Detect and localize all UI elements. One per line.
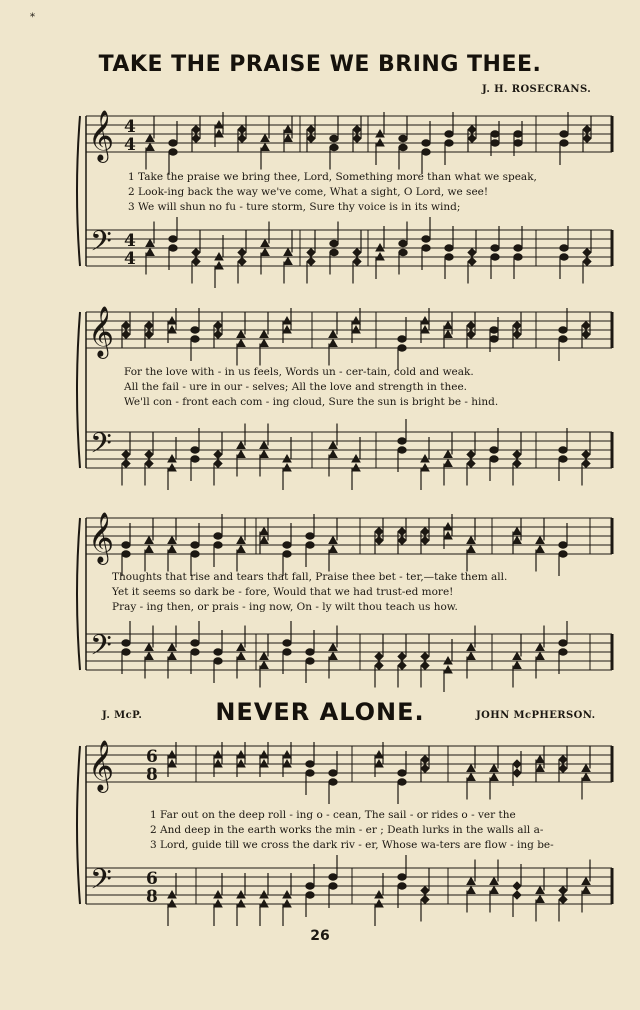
note	[467, 860, 475, 885]
note	[329, 653, 337, 679]
note	[237, 424, 245, 449]
note	[145, 433, 153, 459]
note	[467, 626, 475, 651]
note	[261, 117, 269, 142]
note	[168, 546, 176, 572]
note	[398, 635, 406, 661]
note	[559, 896, 567, 922]
note	[375, 635, 383, 661]
note	[582, 774, 590, 800]
note	[421, 662, 429, 688]
system-brace	[77, 312, 80, 468]
lyric-line: Thoughts that rise and tears that fall, Praise thee bet - ter,—take them all.	[112, 571, 508, 583]
note	[145, 653, 153, 679]
note	[421, 464, 429, 490]
lyric-line: 1 Far out on the deep roll - ing o - cean, The sail - or rides o - ver the	[150, 809, 516, 821]
lyric-line: 1 Take the praise we bring thee, Lord, Something more than what we speak,	[128, 171, 537, 183]
note	[214, 433, 222, 459]
staff	[86, 746, 612, 782]
lyric-line: 3 Lord, guide till we cross the dark riv - er, Whose wa-ters are flow - ing be-	[150, 839, 554, 851]
lyric-line: For the love with - in us feels, Words un - cer-tain, cold and weak.	[124, 366, 474, 378]
note	[559, 869, 567, 895]
note	[260, 424, 268, 449]
note	[582, 433, 590, 459]
note	[444, 666, 452, 692]
note	[329, 424, 337, 449]
note	[145, 460, 153, 486]
lyric-line: 2 And deep in the earth works the min - er ; Death lurks in the walls all a-	[150, 824, 544, 836]
note	[399, 249, 407, 274]
note	[260, 340, 268, 366]
note	[145, 626, 153, 651]
note	[238, 258, 246, 284]
note	[214, 460, 222, 486]
note	[513, 433, 521, 459]
note	[583, 258, 591, 284]
note	[146, 222, 154, 247]
note	[260, 900, 268, 926]
note	[468, 231, 476, 257]
note	[145, 519, 153, 544]
bass-clef: 𝄢	[90, 629, 112, 669]
note	[559, 551, 567, 576]
note	[421, 635, 429, 661]
note	[467, 546, 475, 572]
note	[238, 231, 246, 257]
note	[398, 779, 406, 804]
hymn1-composer: J. H. ROSECRANS.	[482, 84, 592, 95]
note	[582, 887, 590, 913]
staff	[86, 116, 612, 152]
note	[284, 258, 292, 284]
note	[467, 653, 475, 679]
note	[168, 519, 176, 544]
note	[536, 869, 544, 894]
system-brace	[77, 116, 80, 266]
note	[192, 258, 200, 284]
note	[260, 635, 268, 660]
note	[307, 258, 315, 284]
note	[536, 546, 544, 572]
note	[467, 519, 475, 544]
note	[490, 860, 498, 885]
note	[214, 900, 222, 926]
note	[192, 231, 200, 257]
note	[329, 519, 337, 544]
note	[513, 662, 521, 688]
note	[237, 546, 245, 572]
note	[122, 460, 130, 486]
note	[237, 626, 245, 651]
note	[261, 249, 269, 275]
note	[536, 896, 544, 922]
note	[284, 231, 292, 256]
note	[329, 626, 337, 651]
note	[261, 144, 269, 170]
staff	[86, 634, 612, 670]
hymn1-title: TAKE THE PRAISE WE BRING THEE.	[98, 52, 542, 77]
note	[329, 779, 337, 804]
note	[330, 249, 338, 274]
time-signature: 4	[124, 231, 136, 251]
hymn2-composer: JOHN McPHERSON.	[476, 710, 596, 721]
treble-clef: 𝄞	[88, 512, 115, 563]
note	[444, 460, 452, 486]
note	[329, 340, 337, 366]
note	[329, 313, 337, 338]
note	[330, 144, 338, 169]
note	[283, 900, 291, 926]
note	[122, 433, 130, 459]
note	[398, 662, 406, 688]
note	[467, 747, 475, 772]
corner-mark: *	[30, 12, 35, 23]
system-brace	[77, 518, 80, 670]
note	[237, 900, 245, 926]
time-signature: 6	[146, 747, 158, 767]
bass-clef: 𝄢	[90, 427, 112, 467]
note	[467, 460, 475, 486]
note	[352, 464, 360, 490]
note	[283, 464, 291, 490]
note	[582, 747, 590, 772]
note	[467, 433, 475, 459]
treble-clef: 𝄞	[88, 740, 115, 791]
note	[582, 460, 590, 486]
note	[260, 662, 268, 688]
time-signature: 4	[124, 135, 136, 155]
note	[467, 774, 475, 800]
note	[145, 546, 153, 572]
note	[168, 653, 176, 679]
note	[536, 519, 544, 544]
note	[168, 626, 176, 651]
note	[490, 887, 498, 913]
note	[490, 747, 498, 772]
note	[329, 546, 337, 572]
time-signature: 4	[124, 117, 136, 137]
lyric-line: All the fail - ure in our - selves; All the love and strength in thee.	[124, 381, 468, 393]
note	[353, 231, 361, 257]
page-number: 26	[310, 928, 330, 944]
staff	[86, 868, 612, 904]
lyric-line: Pray - ing then, or prais - ing now, On - ly wilt thou teach us how.	[112, 601, 458, 613]
note	[168, 900, 176, 926]
note	[468, 258, 476, 284]
note	[146, 144, 154, 170]
system-brace	[77, 746, 80, 904]
staff	[86, 230, 612, 266]
note	[421, 869, 429, 895]
treble-clef: 𝄞	[88, 110, 115, 161]
hymn2-title: NEVER ALONE.	[215, 698, 425, 726]
note	[375, 662, 383, 688]
note	[513, 460, 521, 486]
note	[583, 231, 591, 257]
note	[237, 313, 245, 338]
hymn2-author: J. McP.	[102, 710, 143, 721]
note	[168, 464, 176, 490]
note	[260, 313, 268, 338]
treble-clef: 𝄞	[88, 306, 115, 357]
note	[490, 774, 498, 800]
note	[421, 896, 429, 922]
note	[260, 451, 268, 477]
note	[536, 653, 544, 679]
note	[237, 340, 245, 366]
note	[237, 451, 245, 477]
note	[146, 117, 154, 142]
note	[375, 900, 383, 926]
note	[399, 222, 407, 247]
time-signature: 8	[146, 765, 158, 785]
note	[146, 249, 154, 275]
lyric-line: Yet it seems so dark be - fore, Would that we had trust-ed more!	[112, 586, 454, 598]
note	[330, 117, 338, 142]
note	[444, 433, 452, 458]
lyric-line: We'll con - front each com - ing cloud, Sure the sun is bright be - hind.	[124, 396, 499, 408]
time-signature: 6	[146, 869, 158, 889]
note	[329, 451, 337, 477]
note	[330, 222, 338, 247]
note	[582, 860, 590, 885]
lyric-line: 2 Look-ing back the way we've come, What a sight, O Lord, we see!	[128, 186, 489, 198]
note	[513, 635, 521, 660]
staff	[86, 518, 612, 554]
bass-clef: 𝄢	[90, 863, 112, 903]
note	[237, 519, 245, 544]
note	[261, 222, 269, 247]
note	[215, 262, 223, 288]
note	[399, 117, 407, 142]
lyric-line: 3 We will shun no fu - ture storm, Sure thy voice is in its wind;	[128, 201, 461, 213]
bass-clef: 𝄢	[90, 225, 112, 265]
note	[307, 231, 315, 257]
note	[237, 653, 245, 679]
note	[353, 258, 361, 284]
note	[536, 626, 544, 651]
note	[399, 144, 407, 169]
note	[467, 887, 475, 913]
time-signature: 8	[146, 887, 158, 907]
staff	[86, 312, 612, 348]
time-signature: 4	[124, 249, 136, 269]
staff	[86, 432, 612, 468]
